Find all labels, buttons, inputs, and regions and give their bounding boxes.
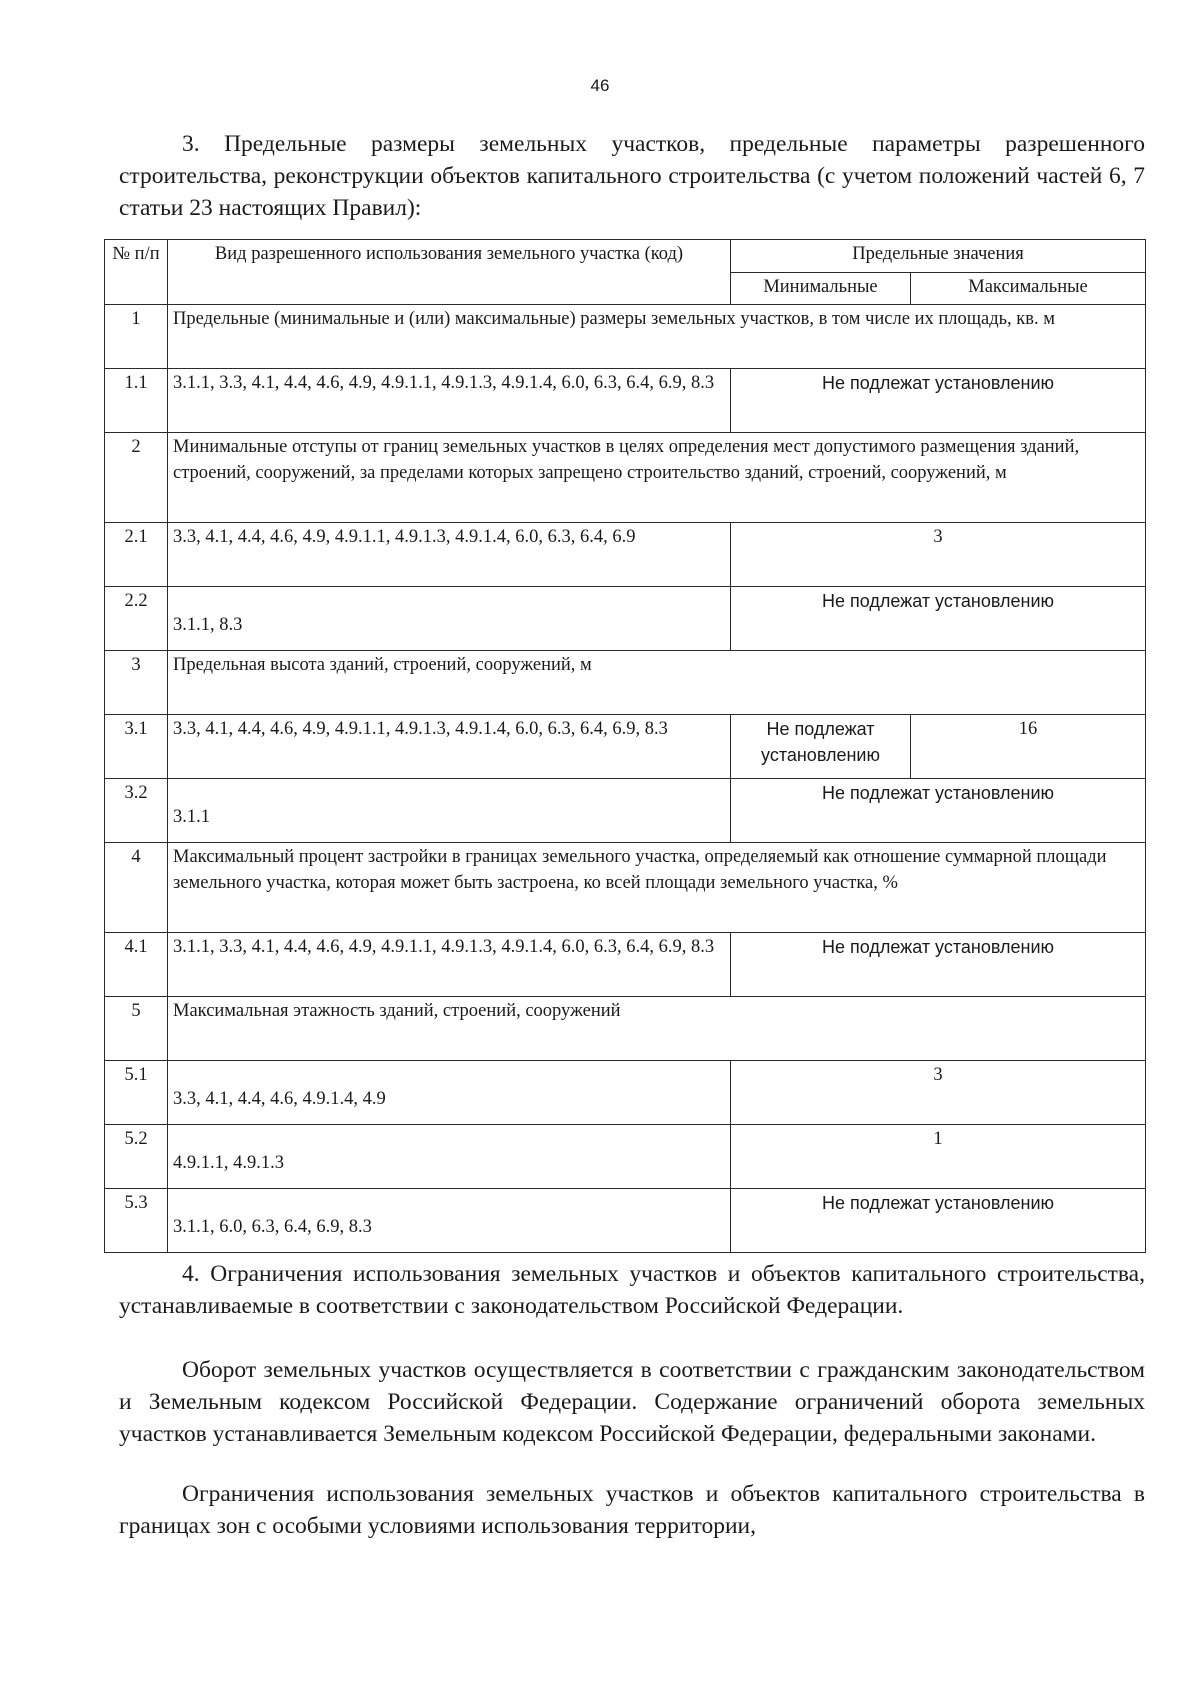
section-heading: Предельные (минимальные и (или) максимальные) размеры земельных участков, в том числе их площадь, кв. м [168, 305, 1146, 369]
limit-value: Не подлежат установлению [731, 1189, 1146, 1253]
section-heading: Максимальная этажность зданий, строений, сооружений [168, 997, 1146, 1061]
row-number: 1.1 [105, 369, 168, 433]
table-row [105, 1061, 1146, 1125]
use-codes: 3.1.1, 6.0, 6.3, 6.4, 6.9, 8.3 [168, 1189, 731, 1253]
row-number: 4 [105, 843, 168, 933]
limit-value: 1 [731, 1125, 1146, 1189]
table-row [105, 1125, 1146, 1189]
limit-value: Не подлежат установлению [731, 933, 1146, 997]
row-number: 2.2 [105, 587, 168, 651]
use-codes: 3.1.1, 3.3, 4.1, 4.4, 4.6, 4.9, 4.9.1.1, 4.9.1.3, 4.9.1.4, 6.0, 6.3, 6.4, 6.9, 8.3 [168, 369, 731, 433]
table-row [105, 369, 1146, 433]
use-codes: 3.1.1, 8.3 [168, 587, 731, 651]
row-number: 1 [105, 305, 168, 369]
section-4-heading: 4. Ограничения использования земельных участков и объектов капитального строительства, устанавливаемые в соответствии с законодательством Российской Федерации. [119, 1261, 1145, 1319]
use-codes: 3.3, 4.1, 4.4, 4.6, 4.9, 4.9.1.1, 4.9.1.3, 4.9.1.4, 6.0, 6.3, 6.4, 6.9, 8.3 [168, 715, 731, 779]
table-row [105, 1189, 1146, 1253]
row-number: 5.2 [105, 1125, 168, 1189]
paragraph-restrictions: Ограничения использования земельных участков и объектов капитального строительства в границах зон с особыми условиями использования территории, [119, 1481, 1145, 1539]
row-number: 3.2 [105, 779, 168, 843]
paragraph-turnover: Оборот земельных участков осуществляется в соответствии с гражданским законодательством и Земельным кодексом Российской Федерации. Содержание ограничений оборота земельных участков устанавливается Земельным кодексом Российской Федерации, федеральными законами. [119, 1357, 1145, 1447]
section-heading: Минимальные отступы от границ земельных участков в целях определения мест допустимого размещения зданий, строений, сооружений, за пределами которых запрещено строительство зданий, строений, сооружений, м [168, 433, 1146, 523]
use-codes: 3.3, 4.1, 4.4, 4.6, 4.9, 4.9.1.1, 4.9.1.3, 4.9.1.4, 6.0, 6.3, 6.4, 6.9 [168, 523, 731, 587]
header-min: Минимальные [731, 273, 911, 305]
limit-min-value: Не подлежат установлению [731, 715, 911, 779]
table-row [105, 523, 1146, 587]
row-number: 3 [105, 651, 168, 715]
intro-paragraph: 3. Предельные размеры земельных участков, предельные параметры разрешенного строительства, реконструкции объектов капитального строительства (с учетом положений частей 6, 7 статьи 23 настоящих Правил): [119, 131, 1145, 221]
use-codes: 3.1.1 [168, 779, 731, 843]
page-number: 46 [590, 76, 610, 95]
row-number: 4.1 [105, 933, 168, 997]
table-header-row [105, 240, 1146, 273]
table-row [105, 305, 1146, 369]
table-row [105, 433, 1146, 523]
table-row [105, 651, 1146, 715]
row-number: 3.1 [105, 715, 168, 779]
limits-table [104, 239, 1146, 1253]
row-number: 5.3 [105, 1189, 168, 1253]
header-kind: Вид разрешенного использования земельного участка (код) [168, 240, 731, 305]
limit-value: Не подлежат установлению [731, 587, 1146, 651]
use-codes: 3.3, 4.1, 4.4, 4.6, 4.9.1.4, 4.9 [168, 1061, 731, 1125]
limit-value: 3 [731, 1061, 1146, 1125]
table-row [105, 997, 1146, 1061]
limit-value: Не подлежат установлению [731, 369, 1146, 433]
use-codes: 4.9.1.1, 4.9.1.3 [168, 1125, 731, 1189]
header-num: № п/п [105, 240, 168, 305]
section-heading: Максимальный процент застройки в границах земельного участка, определяемый как отношение суммарной площади земельного участка, которая может быть застроена, ко всей площади земельного участка, % [168, 843, 1146, 933]
table-row [105, 587, 1146, 651]
row-number: 5.1 [105, 1061, 168, 1125]
use-codes: 3.1.1, 3.3, 4.1, 4.4, 4.6, 4.9, 4.9.1.1, 4.9.1.3, 4.9.1.4, 6.0, 6.3, 6.4, 6.9, 8.3 [168, 933, 731, 997]
row-number: 5 [105, 997, 168, 1061]
limit-value: 3 [731, 523, 1146, 587]
row-number: 2.1 [105, 523, 168, 587]
section-heading: Предельная высота зданий, строений, сооружений, м [168, 651, 1146, 715]
table-row [105, 715, 1146, 779]
table-row [105, 779, 1146, 843]
table-row [105, 843, 1146, 933]
header-limits: Предельные значения [731, 240, 1146, 273]
header-max: Максимальные [911, 273, 1146, 305]
table-row [105, 933, 1146, 997]
limit-max-value: 16 [911, 715, 1146, 779]
limit-value: Не подлежат установлению [731, 779, 1146, 843]
row-number: 2 [105, 433, 168, 523]
